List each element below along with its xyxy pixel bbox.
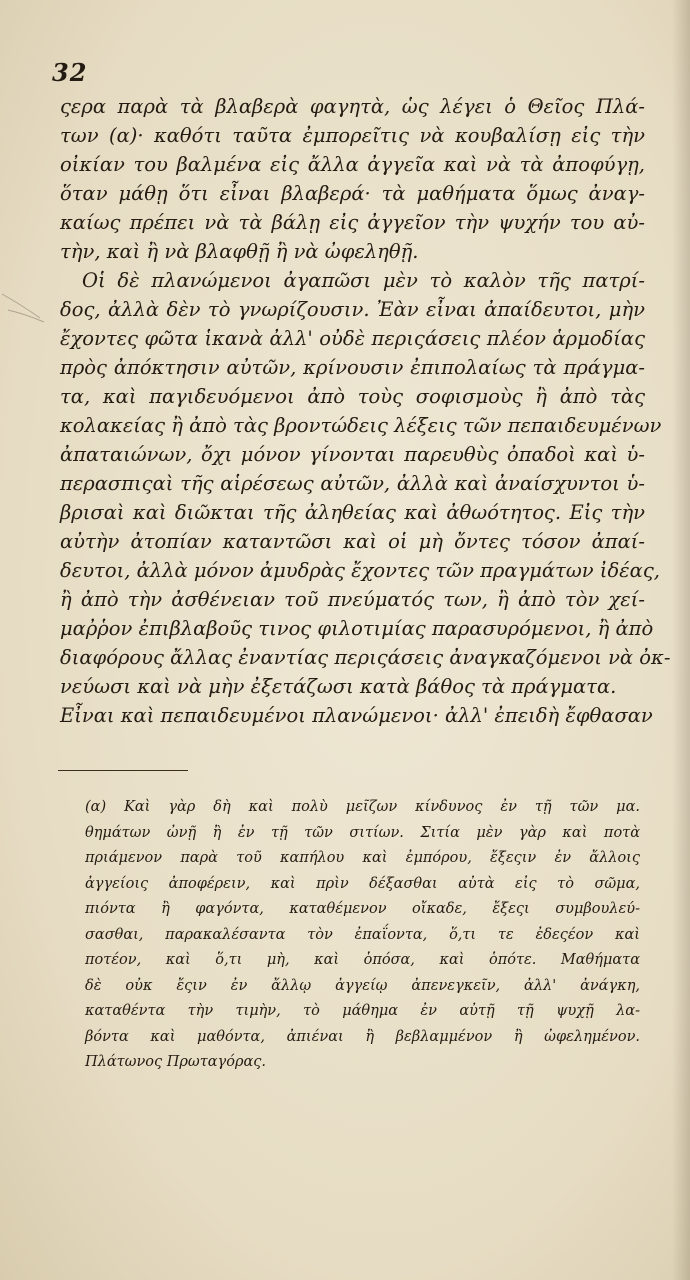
footnote-line: σασθαι, παρακαλέσαντα τὸν ἐπαΐοντα, ὅ,τι τε ἐδεςέον καὶ <box>85 926 640 943</box>
text-line: ὅταν μάθῃ ὅτι εἶναι βλαβερά· τὰ μαθήματα ὅμως ἀναγ- <box>60 182 645 205</box>
text-line: πρὸς ἀπόκτησιν αὐτῶν, κρίνουσιν ἐπιπολαίως τὰ πράγμα- <box>60 356 645 379</box>
text-line: περασπιςαὶ τῆς αἱρέσεως αὐτῶν, ἀλλὰ καὶ ἀναίσχυντοι ὑ- <box>60 472 645 495</box>
main-text <box>60 92 671 730</box>
text-line: δος, ἀλλὰ δὲν τὸ γνωρίζουσιν. Ἐὰν εἶναι ἀπαίδευτοι, μὴν <box>60 298 645 321</box>
footnote-line: πιόντα ἢ φαγόντα, καταθέμενον οἴκαδε, ἔξεςι συμβουλεύ- <box>85 901 640 917</box>
text-line: τὴν, καὶ ἢ νὰ βλαφθῇ ἢ νὰ ὠφεληθῇ. <box>60 240 419 263</box>
footnote-source: Πλάτωνος Πρωταγόρας. <box>85 1054 266 1070</box>
text-line: διαφόρους ἄλλας ἐναντίας περιςάσεις ἀναγκαζόμενοι νὰ ὀκ- <box>60 646 671 669</box>
text-line: τα, καὶ παγιδευόμενοι ἀπὸ τοὺς σοφισμοὺς ἢ ἀπὸ τὰς <box>60 385 645 408</box>
footnote <box>85 795 640 1076</box>
text-line: ἢ ἀπὸ τὴν ἀσθένειαν τοῦ πνεύματός των, ἢ ἀπὸ τὸν χεί- <box>60 588 645 611</box>
footnote-divider <box>58 770 188 771</box>
footnote-line: καταθέντα τὴν τιμὴν, τὸ μάθημα ἐν αὐτῇ τῇ ψυχῇ λα- <box>85 1003 640 1019</box>
footnote-line: ἀγγείοις ἀποφέρειν, καὶ πρὶν δέξασθαι αὐτὰ εἰς τὸ σῶμα, <box>85 875 640 892</box>
footnote-line: δὲ οὐκ ἔςιν ἐν ἄλλῳ ἀγγείῳ ἀπενεγκεῖν, ἀλλ' ἀνάγκη, <box>85 977 640 994</box>
text-line: βρισαὶ καὶ διῶκται τῆς ἀληθείας καὶ ἀθωότητος. Εἰς τὴν <box>60 501 645 524</box>
text-line: Εἶναι καὶ πεπαιδευμένοι πλανώμενοι· ἀλλ' ἐπειδὴ ἔφθασαν <box>60 704 653 727</box>
text-line: αὐτὴν ἀτοπίαν καταντῶσι καὶ οἱ μὴ ὄντες τόσον ἀπαί- <box>60 530 645 553</box>
page-number: 32 <box>52 58 88 87</box>
footnote-line: ποτέον, καὶ ὅ,τι μὴ, καὶ ὁπόσα, καὶ ὁπότε. Μαθήματα <box>85 952 640 968</box>
text-line: ἔχοντες φῶτα ἱκανὰ ἀλλ' οὐδὲ περιςάσεις πλέον ἁρμοδίας <box>60 327 645 350</box>
text-line: Οἱ δὲ πλανώμενοι ἀγαπῶσι μὲν τὸ καλὸν τῆς πατρί- <box>82 269 645 292</box>
page-fold-shadow <box>672 0 690 1280</box>
text-line: ἀπαταιώνων, ὄχι μόνον γίνονται παρευθὺς ὀπαδοὶ καὶ ὑ- <box>60 443 645 466</box>
text-line: των (α)· καθότι ταῦτα ἐμπορεῖτις νὰ κουβαλίσῃ εἰς τὴν <box>60 124 645 147</box>
text-line: καίως πρέπει νὰ τὰ βάλῃ εἰς ἀγγεῖον τὴν ψυχήν του αὐ- <box>60 211 645 234</box>
pencil-mark <box>0 290 55 330</box>
footnote-line: βόντα καὶ μαθόντα, ἀπιέναι ἢ βεβλαμμένον ἢ ὠφελημένον. <box>85 1028 640 1045</box>
footnote-line: πριάμενον παρὰ τοῦ καπήλου καὶ ἐμπόρου, ἔξεςιν ἐν ἄλλοις <box>85 850 640 866</box>
text-line: οἰκίαν του βαλμένα εἰς ἄλλα ἀγγεῖα καὶ νὰ τὰ ἀποφύγῃ, <box>60 153 645 176</box>
text-line: νεύωσι καὶ νὰ μὴν ἐξετάζωσι κατὰ βάθος τὰ πράγματα. <box>60 675 617 698</box>
text-line: ςερα παρὰ τὰ βλαβερὰ φαγητὰ, ὡς λέγει ὁ Θεῖος Πλά- <box>60 95 645 118</box>
text-line: κολακείας ἢ ἀπὸ τὰς βροντώδεις λέξεις τῶν πεπαιδευμένων <box>60 414 662 437</box>
footnote-line: (α) Καὶ γὰρ δὴ καὶ πολὺ μεῖζων κίνδυνος ἐν τῇ τῶν μα. <box>85 799 640 815</box>
text-line: δευτοι, ἀλλὰ μόνον ἀμυδρὰς ἔχοντες τῶν πραγμάτων ἰδέας, <box>60 559 660 582</box>
footnote-line: θημάτων ὠνῇ ἢ ἐν τῇ τῶν σιτίων. Σιτία μὲν γὰρ καὶ ποτὰ <box>85 824 640 841</box>
text-line: μαῤῥον ἐπιβλαβοῦς τινος φιλοτιμίας παρασυρόμενοι, ἢ ἀπὸ <box>60 617 654 640</box>
